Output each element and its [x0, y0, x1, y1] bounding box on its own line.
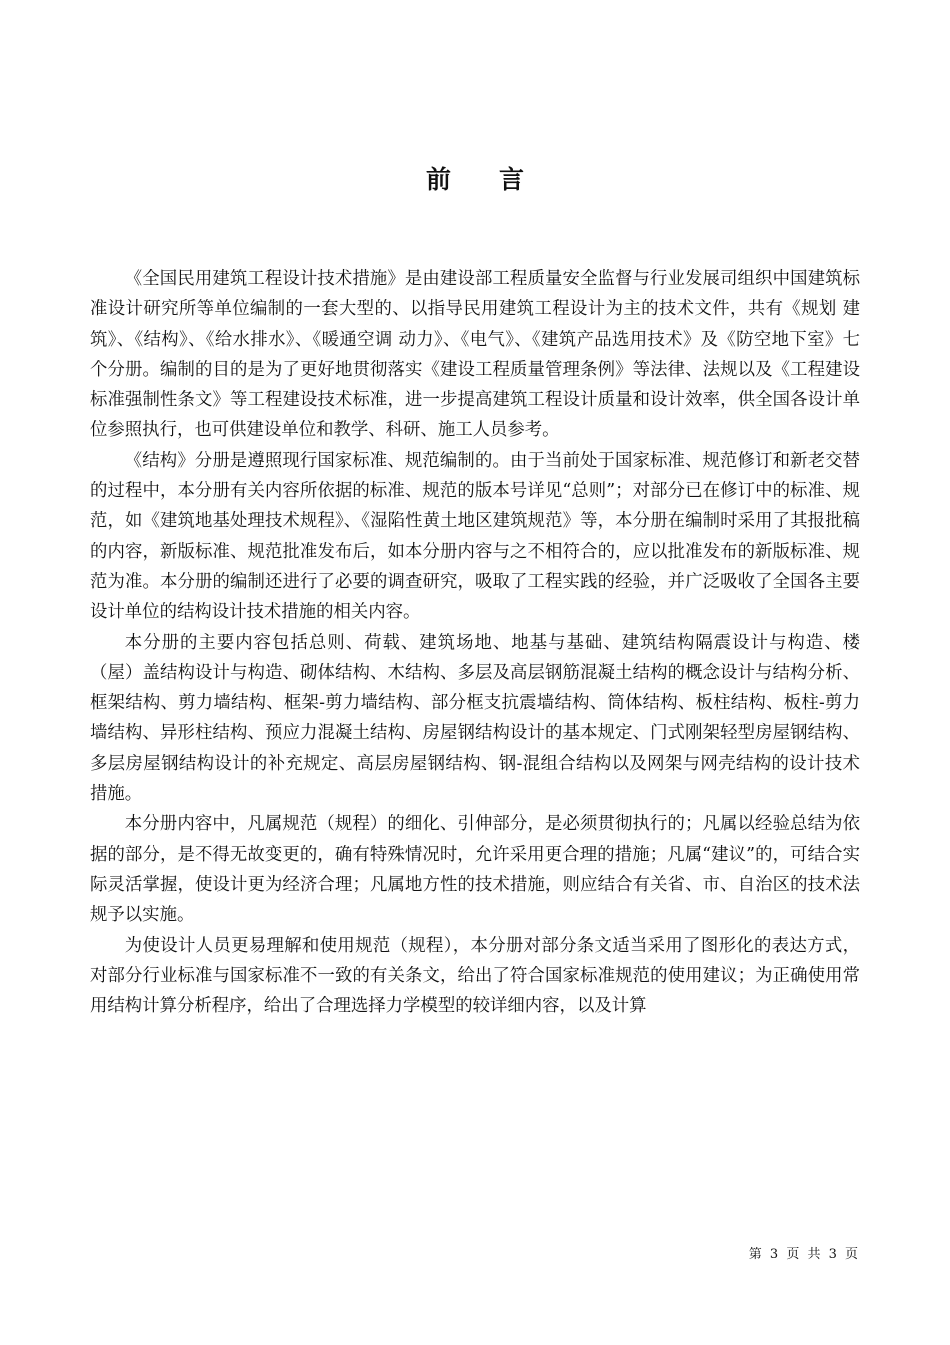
paragraph-1: 《全国民用建筑工程设计技术措施》是由建设部工程质量安全监督与行业发展司组织中国建筑标准设计研究所等单位编制的一套大型的、以指导民用建筑工程设计为主的技术文件，共有《规划 建筑》、《结构》、《给水排水》、《暖通空调 动力》、《电气》、《建筑产品选用技术》及《防空地下室》七个分册。编制的目的是为了更好地贯彻落实《建设工程质量管理条例》等法律、法规以及《工程建设标准强制性条文》等工程建设技术标准，进一步提高建筑工程设计质量和设计效率，供全国各设计单位参照执行，也可供建设单位和教学、科研、施工人员参考。: [90, 269, 860, 441]
page-title: 前言: [425, 165, 572, 194]
body-text: [90, 264, 860, 1021]
paragraph-2: 《结构》分册是遵照现行国家标准、规范编制的。由于当前处于国家标准、规范修订和新老交替的过程中，本分册有关内容所依据的标准、规范的版本号详见“总则”；对部分已在修订中的标准、规范，如《建筑地基处理技术规程》、《湿陷性黄土地区建筑规范》等，本分册在编制时采用了其报批稿的内容，新版标准、规范批准发布后，如本分册内容与之不相符合的，应以批准发布的新版标准、规范为准。本分册的编制还进行了必要的调查研究，吸取了工程实践的经验，并广泛吸收了全国各主要设计单位的结构设计技术措施的相关内容。: [90, 450, 860, 623]
page-number-footer: 第 3 页 共 3 页: [748, 1247, 860, 1262]
paragraph-4: 本分册内容中，凡属规范（规程）的细化、引伸部分，是必须贯彻执行的；凡属以经验总结为依据的部分，是不得无故变更的，确有特殊情况时，允许采用更合理的措施；凡属“建议”的，可结合实际灵活掌握，使设计更为经济合理；凡属地方性的技术措施，则应结合有关省、市、自治区的技术法规予以实施。: [90, 814, 860, 926]
paragraph-3: 本分册的主要内容包括总则、荷载、建筑场地、地基与基础、建筑结构隔震设计与构造、楼（屋）盖结构设计与构造、砌体结构、木结构、多层及高层钢筋混凝土结构的概念设计与结构分析、框架结构、剪力墙结构、框架-剪力墙结构、部分框支抗震墙结构、筒体结构、板柱结构、板柱-剪力墙结构、异形柱结构、预应力混凝土结构、房屋钢结构设计的基本规定、门式刚架轻型房屋钢结构、多层房屋钢结构设计的补充规定、高层房屋钢结构、钢-混组合结构以及网架与网壳结构的设计技术措施。: [90, 632, 860, 805]
paragraph-5: 为使设计人员更易理解和使用规范（规程），本分册对部分条文适当采用了图形化的表达方式，对部分行业标准与国家标准不一致的有关条文，给出了符合国家标准规范的使用建议；为正确使用常用结构计算分析程序，给出了合理选择力学模型的较详细内容，以及计算: [90, 935, 860, 1017]
